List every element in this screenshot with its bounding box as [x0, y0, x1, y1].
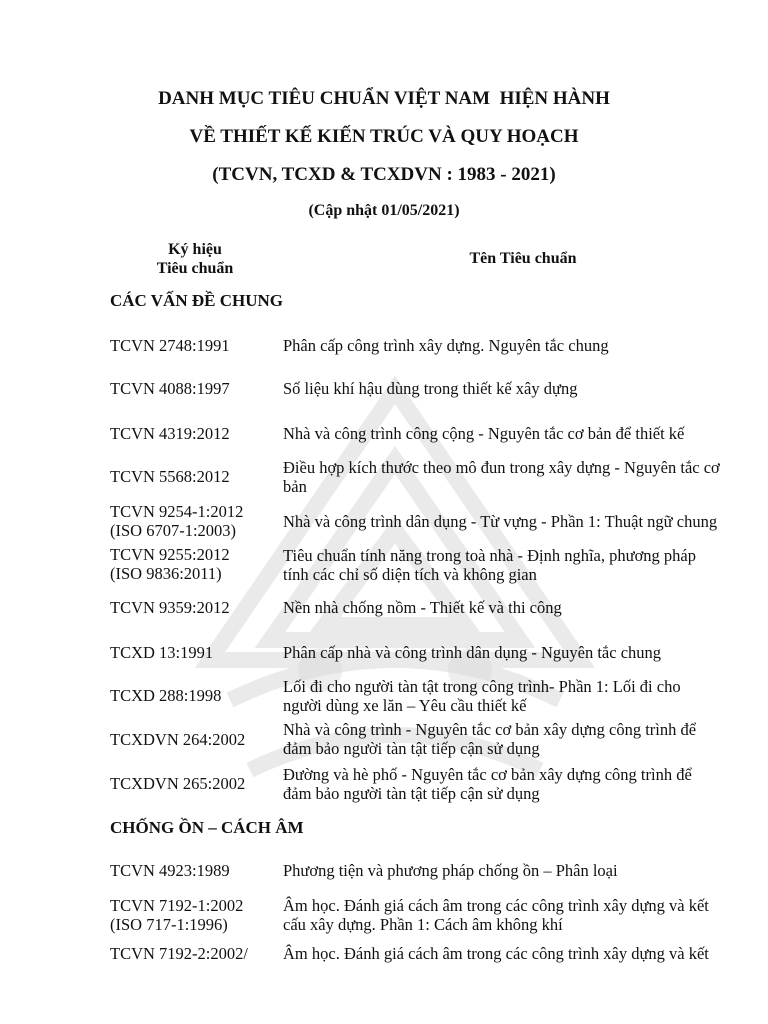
standard-name-line: Số liệu khí hậu dùng trong thiết kế xây dựng [283, 379, 578, 398]
standard-code-line: TCXD 288:1998 [110, 686, 222, 705]
standard-code-line: TCVN 2748:1991 [110, 336, 230, 355]
update-date: (Cập nhật 01/05/2021) [308, 202, 460, 219]
section-title: CÁC VẤN ĐỀ CHUNG [110, 291, 283, 310]
standard-code-line: TCXD 13:1991 [110, 643, 214, 662]
standard-code-line: TCVN 7192-2:2002/ [110, 944, 248, 963]
standard-code-line: TCVN 9255:2012 [110, 545, 230, 564]
standard-code [110, 643, 213, 662]
standard-code [110, 598, 230, 617]
standard-code [110, 730, 245, 749]
standard-name [283, 643, 763, 662]
standard-name [283, 424, 763, 443]
standard-name-line: Nhà và công trình công cộng - Nguyên tắc cơ bản để thiết kế [283, 424, 685, 443]
standard-code-line: TCVN 9254-1:2012 [110, 502, 244, 521]
standard-name-line: Nền nhà chống nồm - Thiết kế và thi công [283, 598, 562, 617]
standard-code-line: TCVN 9359:2012 [110, 598, 230, 617]
standard-code [110, 379, 230, 398]
standard-name-line: Đường và hè phố - Nguyên tắc cơ bản xây dựng công trình để [283, 765, 692, 784]
standard-name-line: Điều hợp kích thước theo mô đun trong xây dựng - Nguyên tắc cơ [283, 458, 720, 477]
standard-name-line: cấu xây dựng. Phần 1: Cách âm không khí [283, 915, 563, 934]
standard-name-line: Nhà và công trình dân dụng - Từ vựng - Phần 1: Thuật ngữ chung [283, 512, 718, 531]
standard-name [283, 512, 763, 531]
document-title-line-2: VỀ THIẾT KẾ KIẾN TRÚC VÀ QUY HOẠCH [189, 126, 579, 147]
standard-code [110, 336, 230, 355]
document-title-line-1: DANH MỤC TIÊU CHUẨN VIỆT NAM HIỆN HÀNH [158, 88, 610, 109]
standard-name [283, 720, 763, 758]
standard-code [110, 896, 243, 934]
standard-code [110, 545, 230, 583]
standard-name-line: bản [283, 477, 307, 496]
standard-name-line: Phân cấp nhà và công trình dân dụng - Nguyên tắc chung [283, 643, 662, 662]
standard-code-line: (ISO 717-1:1996) [110, 915, 228, 934]
standard-name [283, 458, 763, 496]
standard-code-line: TCVN 4088:1997 [110, 379, 230, 398]
standard-name-line: tính các chỉ số diện tích và không gian [283, 565, 537, 584]
standard-code-line: (ISO 9836:2011) [110, 564, 222, 583]
standard-code-line: TCVN 4319:2012 [110, 424, 230, 443]
standard-code-line: TCXDVN 264:2002 [110, 730, 246, 749]
standard-name-line: người dùng xe lăn – Yêu cầu thiết kế [283, 696, 527, 715]
standard-name [283, 336, 763, 355]
standard-code [110, 944, 248, 963]
standard-code-line: TCVN 4923:1989 [110, 861, 230, 880]
standard-name [283, 598, 763, 617]
document-title-line-3: (TCVN, TCXD & TCXDVN : 1983 - 2021) [212, 164, 556, 185]
standard-name [283, 765, 763, 803]
standard-name-line: Lối đi cho người tàn tật trong công trình- Phần 1: Lối đi cho [283, 677, 681, 696]
standard-name-line: Tiêu chuẩn tính năng trong toà nhà - Định nghĩa, phương pháp [283, 546, 696, 565]
standard-name-line: Âm học. Đánh giá cách âm trong các công trình xây dựng và kết [283, 896, 709, 915]
standard-name [283, 379, 763, 398]
standard-code-line: (ISO 6707-1:2003) [110, 521, 237, 540]
standard-name-line: Âm học. Đánh giá cách âm trong các công trình xây dựng và kết [283, 944, 709, 963]
standard-code [110, 467, 230, 486]
standard-code-line: TCVN 7192-1:2002 [110, 896, 244, 915]
section-title: CHỐNG ỒN – CÁCH ÂM [110, 818, 304, 837]
standard-code [110, 502, 243, 540]
standard-code [110, 686, 221, 705]
standard-name-line: đảm bảo người tàn tật tiếp cận sử dụng [283, 784, 540, 803]
standard-name-line: Nhà và công trình - Nguyên tắc cơ bản xây dựng công trình để [283, 720, 697, 739]
standard-code [110, 424, 230, 443]
standard-name [283, 677, 763, 715]
column-header-code [130, 240, 260, 278]
column-header-name: Tên Tiêu chuẩn [469, 250, 577, 267]
standard-name-line: Phương tiện và phương pháp chống ồn – Phân loại [283, 861, 618, 880]
column-header-code-line: Ký hiệu [168, 241, 222, 258]
standard-name [283, 896, 763, 934]
standard-code-line: TCXDVN 265:2002 [110, 774, 246, 793]
standard-name-line: đảm bảo người tàn tật tiếp cận sử dụng [283, 739, 540, 758]
standard-name [283, 861, 763, 880]
standard-name [283, 546, 763, 584]
standard-code [110, 774, 245, 793]
standard-name-line: Phân cấp công trình xây dựng. Nguyên tắc chung [283, 336, 609, 355]
standard-code-line: TCVN 5568:2012 [110, 467, 230, 486]
standard-code [110, 861, 230, 880]
column-header-code-line: Tiêu chuẩn [156, 260, 234, 277]
standard-name [283, 944, 763, 963]
